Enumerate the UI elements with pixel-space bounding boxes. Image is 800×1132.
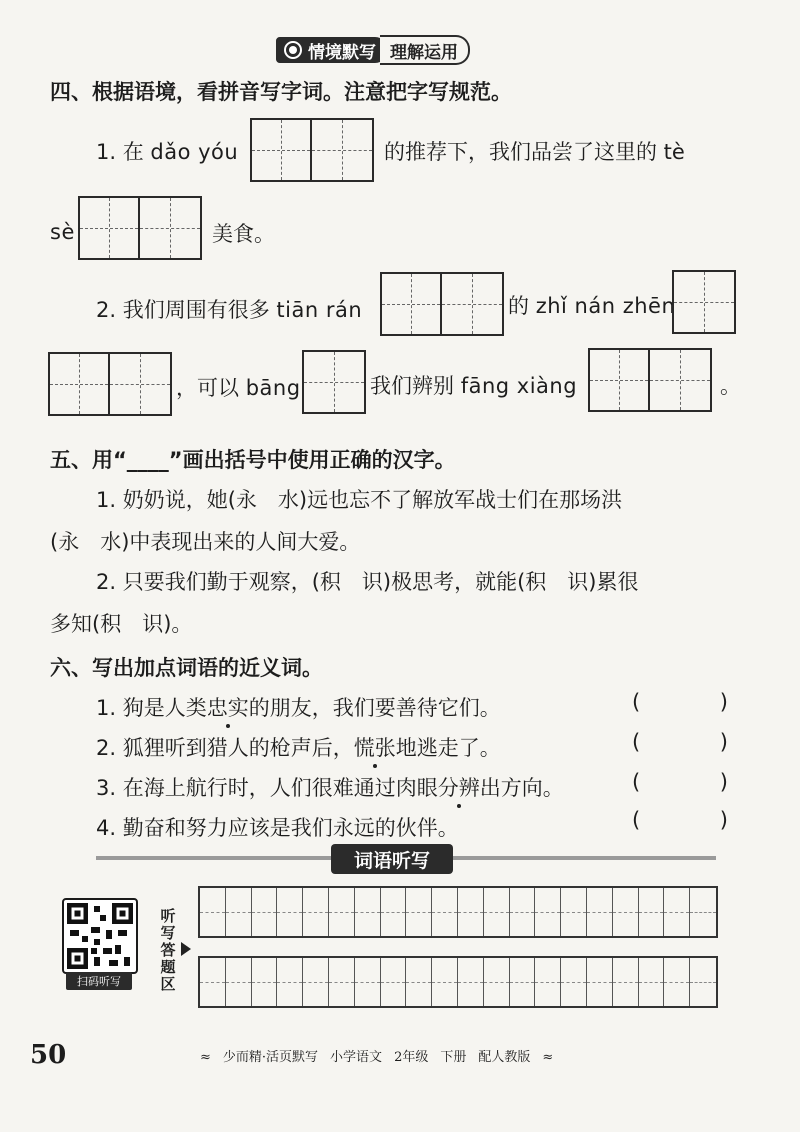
q6-2-a: 2. 狐狸听到猎人的枪声后，	[96, 736, 354, 760]
q4-2-de: 的	[508, 294, 536, 318]
answer-paren-1[interactable]	[632, 690, 728, 714]
q5-2-line2: 多知(积 识)。	[50, 612, 193, 636]
answer-grid-daoyou[interactable]	[250, 118, 374, 182]
paren-close: )	[719, 808, 728, 832]
footer-subject: 小学语文	[330, 1050, 383, 1065]
q6-2	[96, 732, 501, 762]
q6-1-b: 的朋友，我们要善待它们。	[248, 696, 501, 720]
tab-understanding: 理解运用	[380, 35, 470, 65]
section-5-title: 五、用“____”画出括号中使用正确的汉字。	[50, 448, 456, 472]
dictation-row-1[interactable]	[198, 886, 718, 938]
answer-grid-zhinanzhen-2[interactable]	[48, 352, 172, 416]
answer-grid-tianran[interactable]	[380, 272, 504, 336]
paren-open: (	[632, 730, 641, 754]
footer-deco-right: ≈	[542, 1050, 554, 1065]
q5-1-line1: 1. 奶奶说，她(永 水)远也忘不了解放军战士们在那场洪	[96, 488, 623, 512]
dictation-area-label: 听写答题区	[160, 907, 176, 993]
q4-2-prefix: 2. 我们周围有很多	[96, 298, 277, 322]
pinyin-daoyou: dǎo yóu	[150, 140, 239, 164]
q6-1	[96, 692, 501, 722]
paren-open: (	[632, 808, 641, 832]
q6-3	[96, 772, 564, 802]
q6-2-dotted-word: 慌张	[354, 732, 396, 762]
q6-3-b: 出方向。	[479, 776, 564, 800]
section-6-title: 六、写出加点词语的近义词。	[50, 656, 323, 680]
footer-edition: 配人教版	[478, 1050, 531, 1065]
q6-3-dotted-word: 分辨	[438, 772, 480, 802]
q4-2-end: 。	[720, 374, 741, 398]
footer-term: 下册	[440, 1050, 467, 1065]
q4-2-bianbie: 我们辨别	[370, 374, 461, 398]
q6-4-b: 的伙伴。	[374, 816, 459, 840]
tab-dark-label: 情境默写	[308, 42, 376, 63]
eye-icon	[284, 41, 302, 59]
pinyin-tianran: tiān rán	[276, 298, 363, 322]
scan-to-listen-label: 扫码听写	[66, 972, 132, 990]
q6-3-a: 3. 在海上航行时，人们很难通过肉眼	[96, 776, 438, 800]
footer-info	[200, 1046, 565, 1065]
q4-2-keyi: ，可以	[176, 376, 246, 400]
answer-grid-tese[interactable]	[78, 196, 202, 260]
dictation-row-2[interactable]	[198, 956, 718, 1008]
paren-close: )	[719, 770, 728, 794]
footer-series: 少而精·活页默写	[222, 1050, 319, 1065]
arrow-right-icon	[181, 942, 191, 956]
section-tab	[276, 36, 470, 64]
q6-4	[96, 812, 459, 842]
paren-close: )	[719, 690, 728, 714]
answer-grid-bang[interactable]	[302, 350, 366, 414]
paren-open: (	[632, 770, 641, 794]
tab-context-dictation	[276, 37, 388, 63]
qr-code-icon[interactable]	[62, 898, 138, 974]
q4-1-mid: 的推荐下，我们品尝了这里的 tè	[384, 140, 685, 164]
q4-2-mid1	[508, 290, 675, 320]
answer-grid-zhinanzhen-1[interactable]	[672, 270, 736, 334]
q4-1-prefix: 1. 在	[96, 140, 151, 164]
q4-2-line1	[96, 294, 362, 324]
page-number: 50	[30, 1040, 67, 1070]
answer-paren-3[interactable]	[632, 770, 728, 794]
q5-1-line2: (永 水)中表现出来的人间大爱。	[50, 530, 361, 554]
q4-2-mid2	[176, 372, 301, 402]
pinyin-fangxiang: fāng xiàng	[460, 374, 578, 398]
section-4-title: 四、根据语境，看拼音写字词。注意把字写规范。	[50, 80, 512, 104]
q4-1-line1	[96, 136, 238, 166]
q6-2-b: 地逃走了。	[395, 736, 501, 760]
footer-deco-left: ≈	[200, 1050, 211, 1065]
q6-1-a: 1. 狗是人类	[96, 696, 207, 720]
q6-1-dotted-word: 忠实	[207, 692, 249, 722]
pinyin-se: sè	[50, 220, 75, 244]
pinyin-bang: bāng	[245, 376, 301, 400]
q6-4-dotted-word: 永远	[333, 812, 375, 842]
paren-open: (	[632, 690, 641, 714]
answer-grid-fangxiang[interactable]	[588, 348, 712, 412]
answer-paren-2[interactable]	[632, 730, 728, 754]
answer-paren-4[interactable]	[632, 808, 728, 832]
q5-2-line1: 2. 只要我们勤于观察，(积 识)极思考，就能(积 识)累很	[96, 570, 639, 594]
dictation-banner: 词语听写	[331, 844, 453, 874]
q4-1-end: 美食。	[212, 222, 275, 246]
paren-close: )	[719, 730, 728, 754]
q6-4-a: 4. 勤奋和努力应该是我们	[96, 816, 333, 840]
footer-grade: 2年级	[394, 1050, 429, 1065]
q4-2-mid3	[370, 370, 577, 400]
pinyin-zhinanzhen: zhǐ nán zhēn	[535, 294, 676, 318]
